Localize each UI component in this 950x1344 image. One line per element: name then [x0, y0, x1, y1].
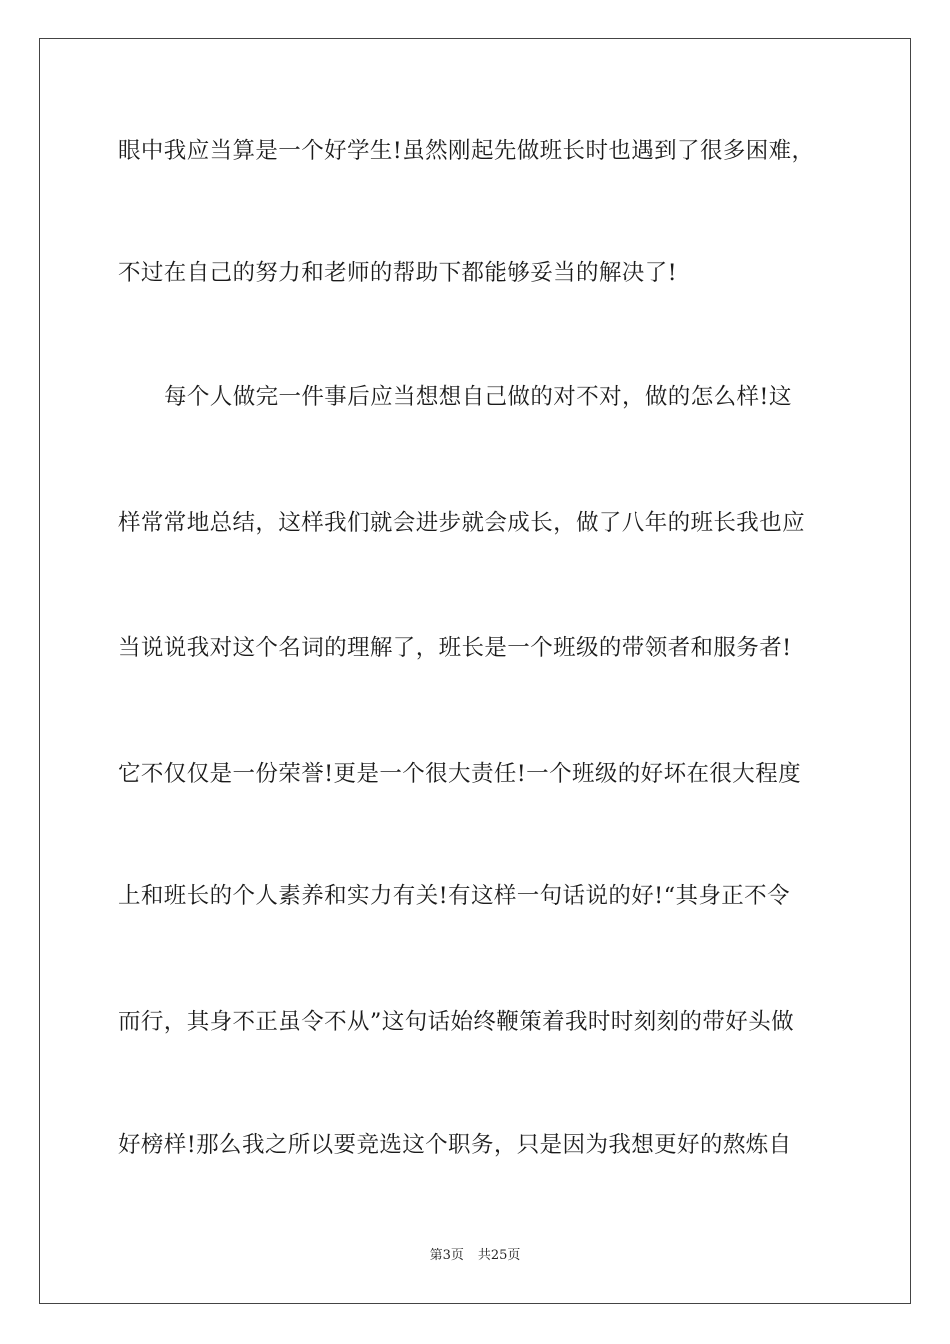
page-border [39, 38, 911, 1304]
text-line: 它不仅仅是一份荣誉!更是一个很大责任!一个班级的好坏在很大程度 [118, 761, 801, 787]
text-line: 眼中我应当算是一个好学生!虽然刚起先做班长时也遇到了很多困难， [118, 138, 815, 164]
paragraph-start-line: 每个人做完一件事后应当想想自己做的对不对，做的怎么样!这 [164, 384, 792, 410]
text-line: 当说说我对这个名词的理解了，班长是一个班级的带领者和服务者! [118, 635, 792, 661]
text-line: 上和班长的个人素养和实力有关!有这样一句话说的好!“其身正不令 [118, 883, 790, 909]
page-total: 共25页 [477, 1248, 521, 1263]
text-line: 样常常地总结，这样我们就会进步就会成长，做了八年的班长我也应 [118, 510, 806, 536]
text-line: 不过在自己的努力和老师的帮助下都能够妥当的解决了! [118, 260, 678, 286]
text-line: 好榜样!那么我之所以要竞选这个职务，只是因为我想更好的熬炼自 [118, 1132, 792, 1158]
page-number: 第3页 [429, 1248, 464, 1263]
text-line: 而行，其身不正虽令不从”这句话始终鞭策着我时时刻刻的带好头做 [118, 1009, 795, 1035]
page-footer [0, 1247, 950, 1265]
